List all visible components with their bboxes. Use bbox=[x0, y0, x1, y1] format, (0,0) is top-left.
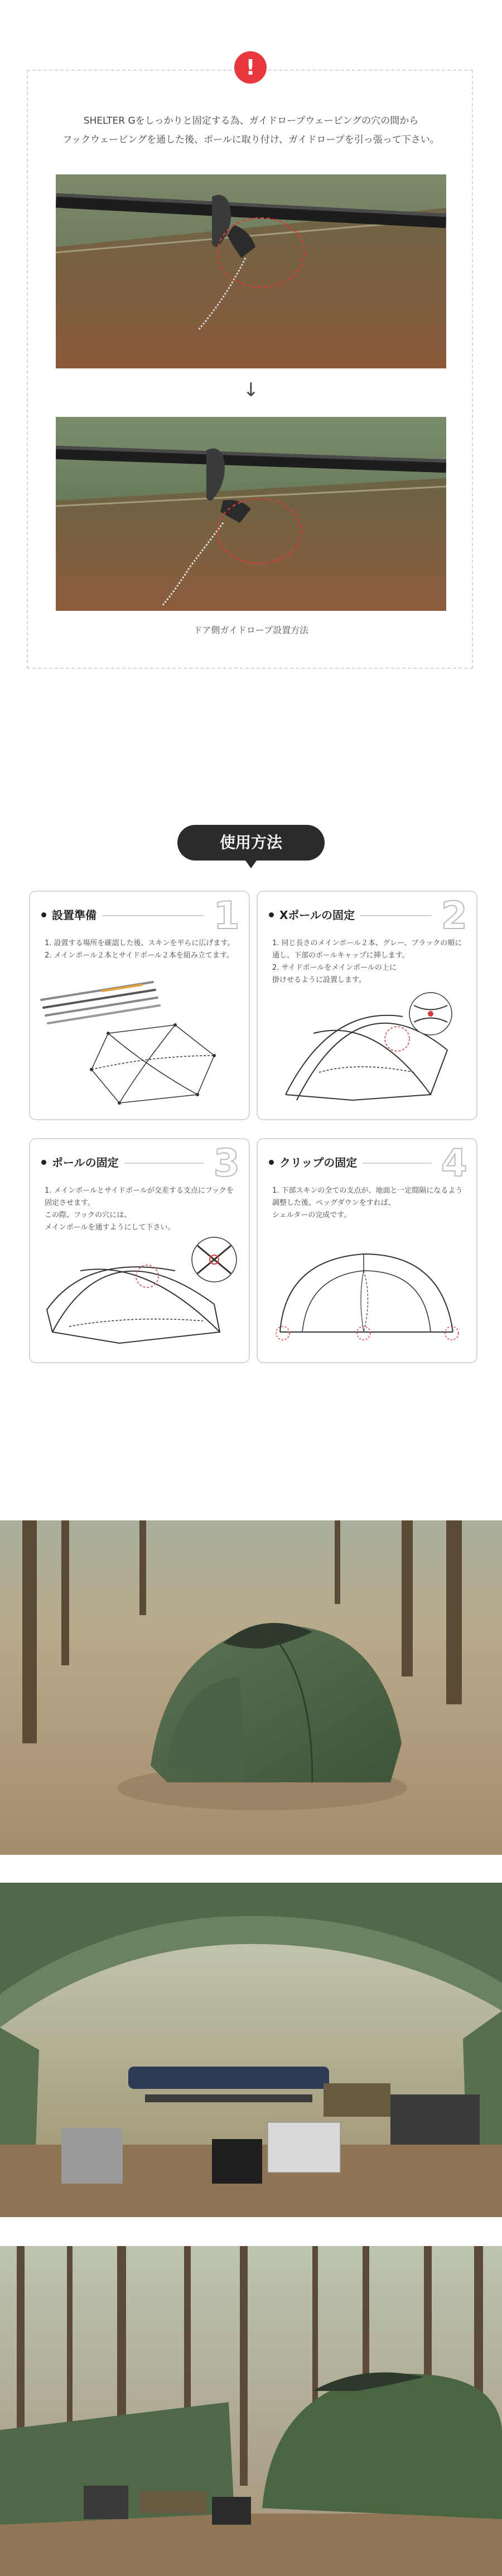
step-text: 1. 下部スキンの全ての支点が、地面と一定間隔になるよう 調整した後、ペッグダウンをすれば、 シェルターの完成です。 bbox=[272, 1187, 463, 1219]
setup-illustration bbox=[36, 972, 243, 1114]
clip-fix-illustration bbox=[263, 1232, 471, 1357]
step-card-4 bbox=[257, 1138, 477, 1363]
step-text: 1. 同じ長さのメインポール２本、グレー、ブラックの順に通し、下部のポールキャップに挿します。 2. サイドポールをメインポールの上に 掛けせるように設置します。 bbox=[272, 939, 462, 984]
step-card-2 bbox=[257, 891, 477, 1120]
bullet-dot-icon bbox=[41, 912, 46, 917]
step-number: 3 bbox=[213, 1141, 240, 1185]
step-card-1 bbox=[29, 891, 250, 1120]
tent-forest-photo bbox=[0, 1520, 502, 1855]
warning-icon: ! bbox=[234, 51, 267, 84]
down-arrow-icon: ↓ bbox=[243, 379, 259, 401]
guide-rope-photo-after bbox=[56, 417, 446, 611]
bullet-dot-icon bbox=[41, 1160, 46, 1165]
step-number: 2 bbox=[441, 894, 467, 938]
x-pole-illustration bbox=[263, 983, 471, 1114]
step-title: クリップの固定 bbox=[279, 1156, 358, 1169]
shelter-interior-photo bbox=[0, 1883, 502, 2217]
step-title: ポールの固定 bbox=[52, 1156, 119, 1169]
notice-text: SHELTER Gをしっかりと固定する為、ガイドロープウェービングの穴の間から フックウェービングを通した後、ポールに取り付け、ガイドロープを引っ張って下さい。 bbox=[62, 115, 440, 145]
step-text: 1. 設置する場所を確認した後、スキンを平らに広げます。 2. メインポール２本とサイドポール２本を組み立てます。 bbox=[45, 939, 235, 960]
step-title: Xポールの固定 bbox=[279, 908, 355, 922]
step-card-3 bbox=[29, 1138, 250, 1363]
pole-fix-illustration bbox=[36, 1232, 243, 1357]
notice-caption: ドア側ガイドロープ設置方法 bbox=[193, 625, 309, 635]
step-number: 1 bbox=[213, 894, 240, 938]
usage-title: 使用方法 bbox=[177, 825, 325, 861]
guide-rope-photo-before bbox=[56, 174, 446, 368]
bullet-dot-icon bbox=[269, 912, 274, 917]
bullet-dot-icon bbox=[269, 1160, 274, 1165]
camp-site-photo bbox=[0, 2246, 502, 2576]
step-number: 4 bbox=[441, 1141, 467, 1185]
step-text: 1. メインポールとサイドポールが交差する支点にフックを 固定させます。 この際、フックの穴には、 メインポールを通すようにして下さい。 bbox=[45, 1187, 234, 1232]
step-title: 設置準備 bbox=[52, 908, 96, 922]
